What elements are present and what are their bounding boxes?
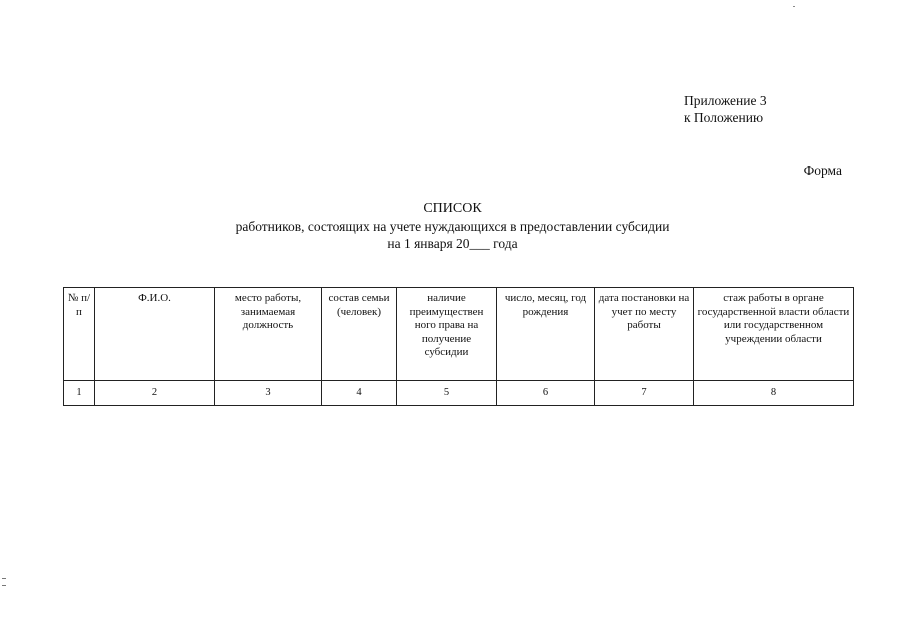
header-family-size: состав семьи (человек) — [322, 288, 397, 381]
header-registration-date: дата постановки на учет по месту работы — [595, 288, 694, 381]
header-full-name: Ф.И.О. — [95, 288, 215, 381]
column-number-cell: 7 — [595, 381, 694, 406]
column-number-cell: 5 — [397, 381, 497, 406]
appendix-line-1: Приложение 3 — [684, 93, 767, 108]
column-number-cell: 3 — [215, 381, 322, 406]
scan-edge-mark — [2, 578, 6, 586]
employee-list-table — [63, 287, 854, 406]
header-workplace-position: место работы, занимаемая должность — [215, 288, 322, 381]
title-heading: СПИСОК — [423, 201, 482, 216]
title-line-1: работников, состоящих на учете нуждающихся в предоставлении субсидии — [235, 218, 670, 234]
document-title — [0, 200, 905, 253]
column-number-cell: 1 — [64, 381, 95, 406]
scan-speck — [793, 6, 795, 7]
table-header-row — [64, 288, 854, 381]
header-service-length: стаж работы в органе государственной власти области или государственном учреждении области — [694, 288, 854, 381]
table-row — [64, 381, 854, 406]
header-birth-date: число, месяц, год рождения — [497, 288, 595, 381]
title-line-2: на 1 января 20___ года — [387, 236, 518, 251]
column-number-cell: 4 — [322, 381, 397, 406]
header-number: № п/п — [64, 288, 95, 381]
column-number-cell: 6 — [497, 381, 595, 406]
column-number-cell: 2 — [95, 381, 215, 406]
appendix-line-2: к Положению — [684, 110, 764, 125]
form-label: Форма — [803, 163, 842, 178]
column-number-cell: 8 — [694, 381, 854, 406]
appendix-note — [684, 92, 767, 126]
header-preferential-right: наличие преимуществен ного права на получение субсидии — [397, 288, 497, 381]
